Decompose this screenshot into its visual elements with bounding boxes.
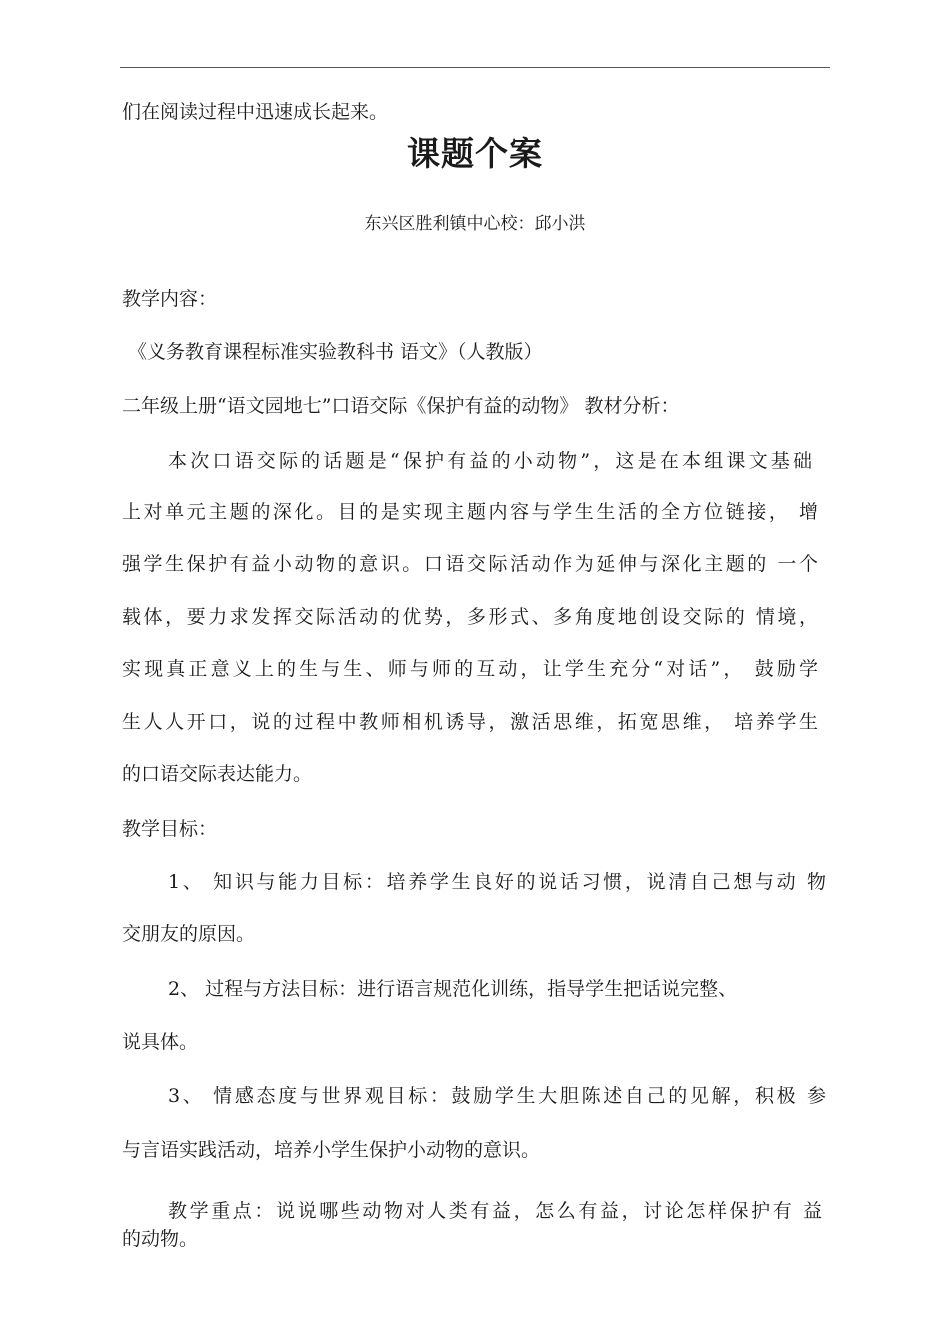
analysis-line: 载体，要力求发挥交际活动的优势，多形式、多角度地创设交际的 情境， bbox=[122, 606, 818, 628]
goal-2-line: 说具体。 bbox=[122, 1031, 199, 1053]
author-line: 东兴区胜利镇中心校：邱小洪 bbox=[364, 214, 586, 234]
analysis-line: 的口语交际表达能力。 bbox=[122, 763, 313, 785]
goal-1-line: 交朋友的原因。 bbox=[122, 923, 256, 945]
header-rule bbox=[120, 67, 830, 68]
focus-line: 的动物。 bbox=[122, 1228, 199, 1250]
content-heading: 教学内容： bbox=[122, 288, 218, 310]
analysis-line: 上对单元主题的深化。目的是实现主题内容与学生生活的全方位链接， 增 bbox=[122, 501, 818, 523]
content-lesson: 二年级上册“语文园地七”口语交际《保护有益的动物》 教材分析： bbox=[122, 395, 680, 417]
goal-3-line: 3、 情感态度与世界观目标：鼓励学生大胆陈述自己的见解，积极 参 bbox=[168, 1085, 826, 1107]
document-title: 课题个案 bbox=[407, 134, 543, 173]
analysis-line: 生人人开口，说的过程中教师相机诱导，激活思维，拓宽思维， 培养学生 bbox=[122, 711, 818, 733]
goal-3-line: 与言语实践活动，培养小学生保护小动物的意识。 bbox=[122, 1139, 541, 1161]
goal-2-line: 2、 过程与方法目标：进行语言规范化训练，指导学生把话说完整、 bbox=[168, 978, 738, 1000]
analysis-line: 本次口语交际的话题是“保护有益的小动物”，这是在本组课文基础 bbox=[168, 450, 812, 472]
focus-line: 教学重点：说说哪些动物对人类有益，怎么有益，讨论怎样保护有 益 bbox=[168, 1200, 822, 1222]
continuation-text: 们在阅读过程中迅速成长起来。 bbox=[122, 101, 389, 123]
content-book: 《义务教育课程标准实验教科书 语文》（人教版） bbox=[128, 341, 543, 363]
goal-1-line: 1、 知识与能力目标：培养学生良好的说话习惯，说清自己想与动 物 bbox=[168, 871, 826, 893]
goals-heading: 教学目标： bbox=[122, 818, 218, 840]
analysis-line: 强学生保护有益小动物的意识。口语交际活动作为延伸与深化主题的 一个 bbox=[122, 553, 818, 575]
analysis-line: 实现真正意义上的生与生、师与师的互动，让学生充分“对话”， 鼓励学 bbox=[122, 658, 818, 680]
